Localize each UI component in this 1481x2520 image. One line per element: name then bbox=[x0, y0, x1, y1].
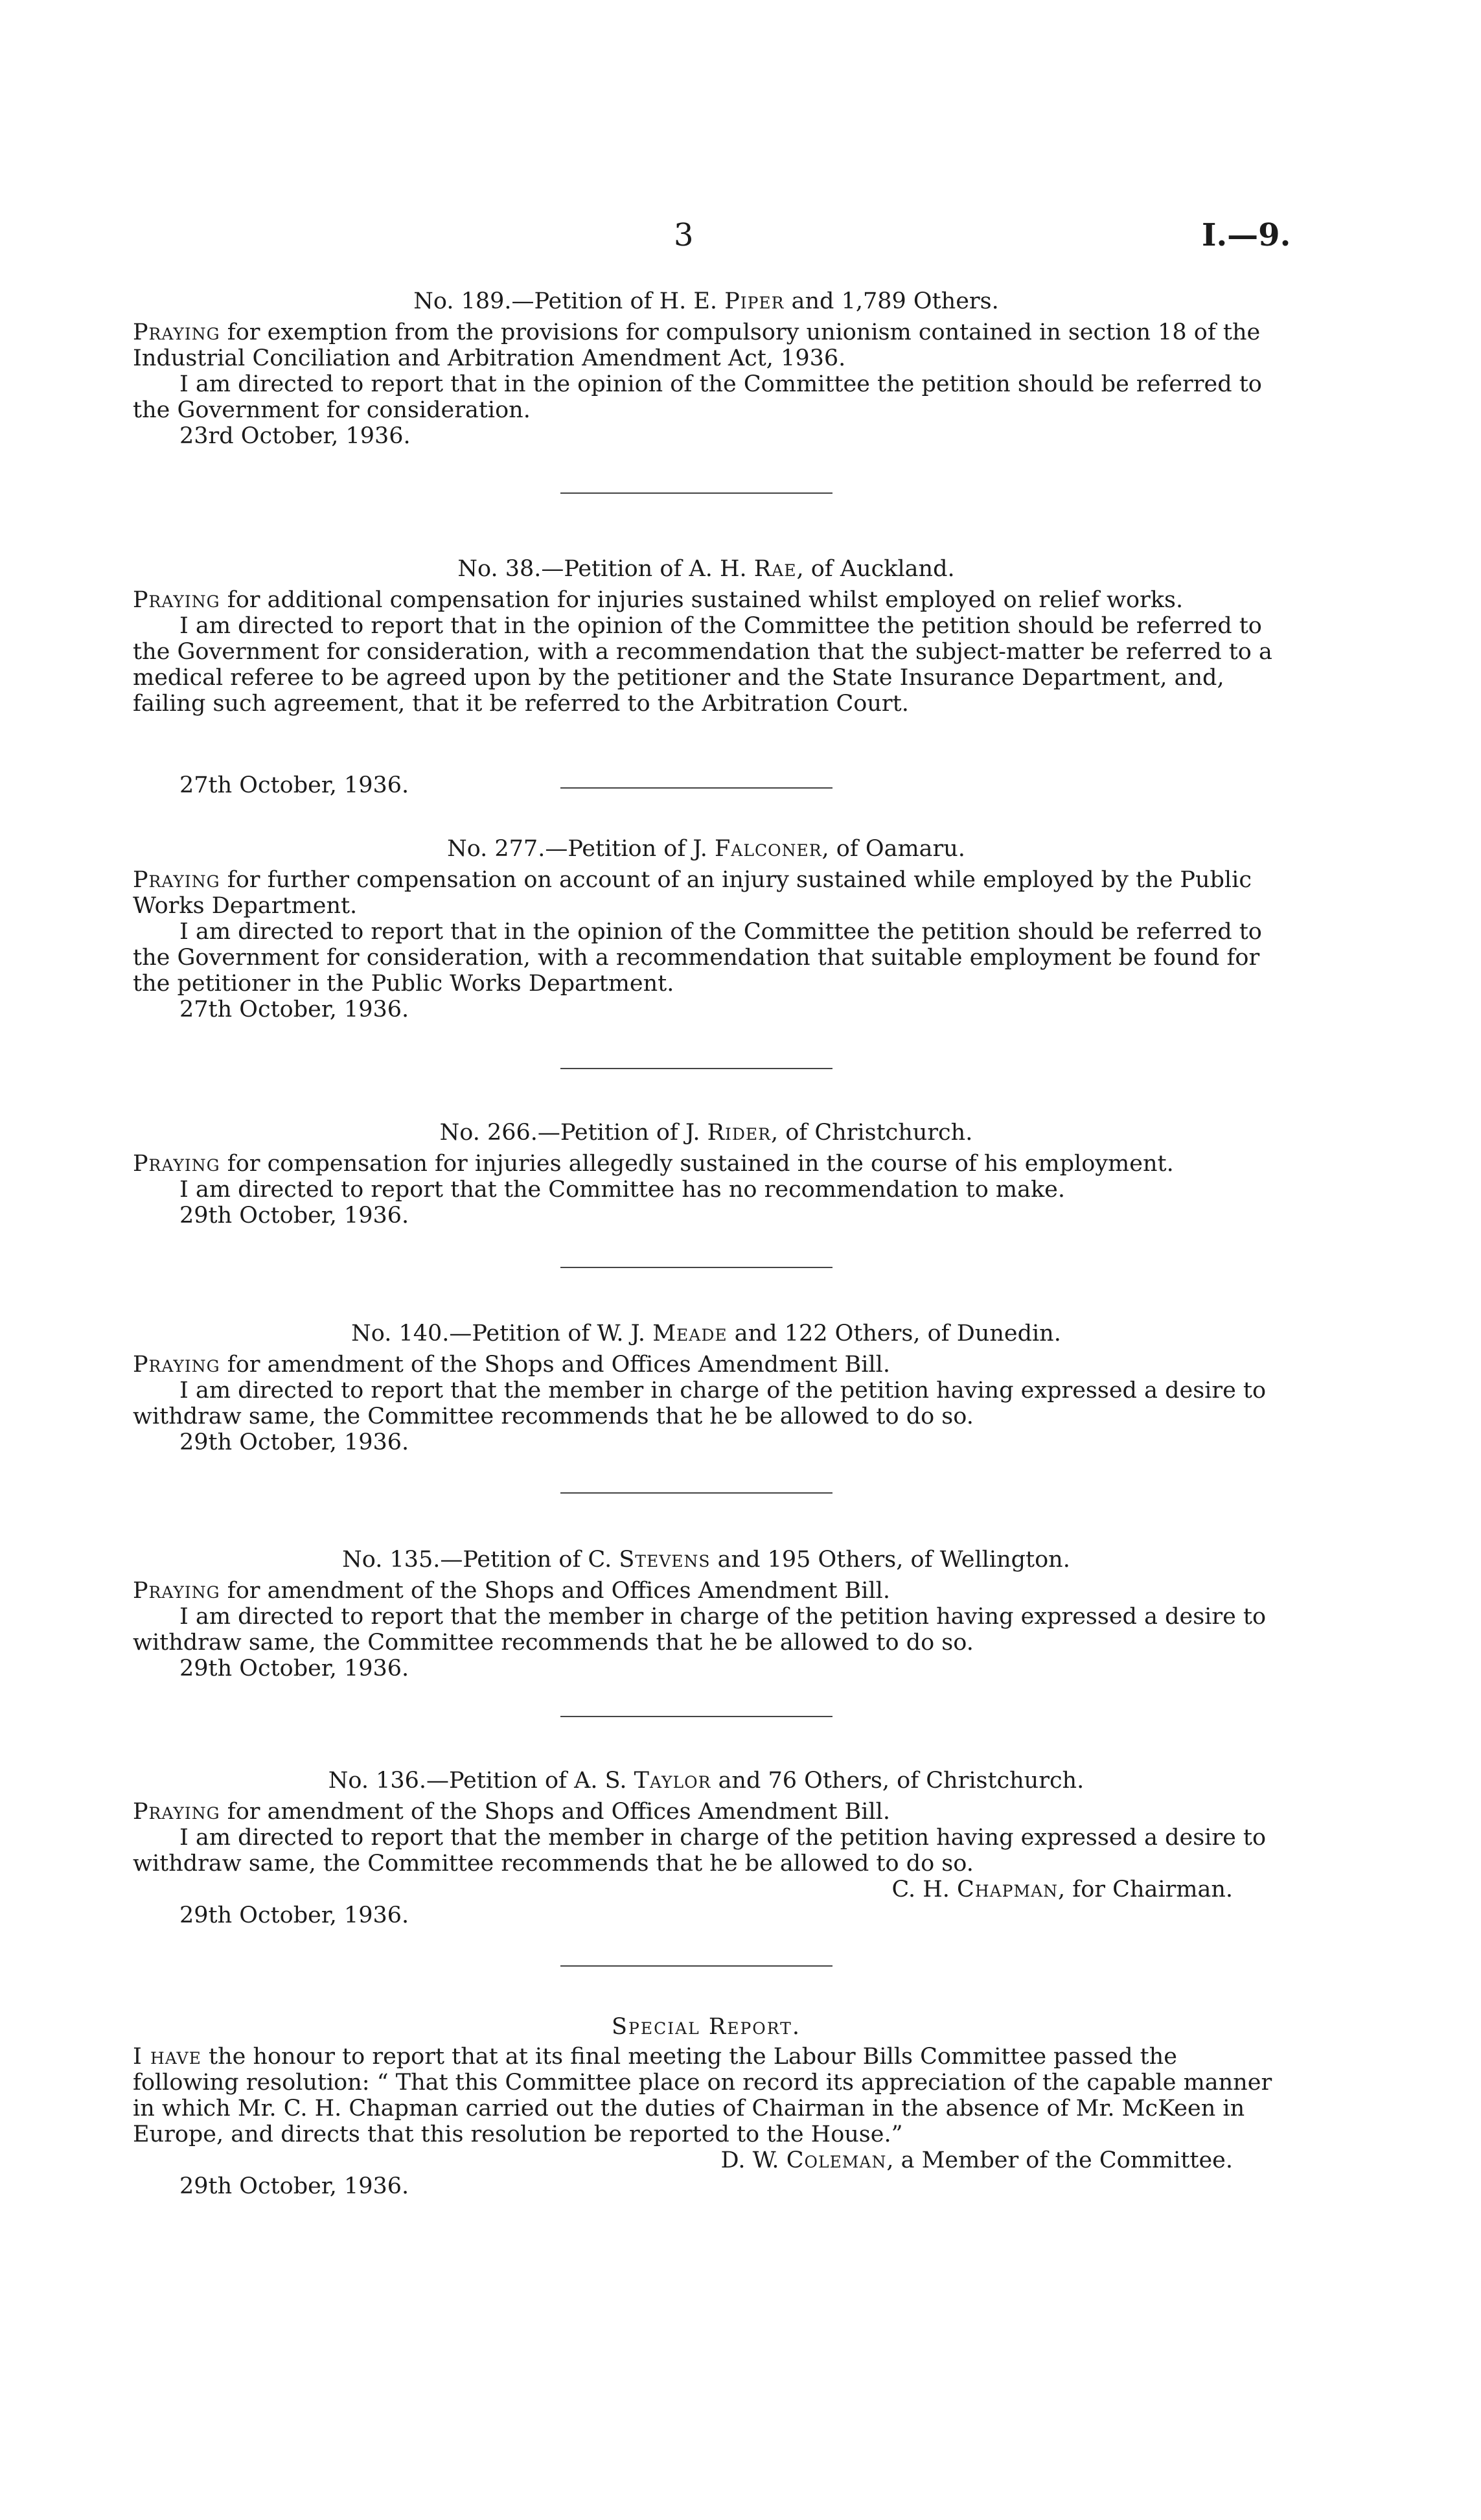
section-divider bbox=[560, 1716, 832, 1717]
petition-date: 27th October, 1936. bbox=[179, 772, 409, 798]
petition-title: No. 277.—Petition of J. Falconer, of Oamaru. bbox=[447, 836, 965, 862]
section-divider bbox=[560, 1068, 832, 1069]
petition-date: 29th October, 1936. bbox=[179, 1902, 409, 1928]
petition-prayer: Praying for amendment of the Shops and Offices Amendment Bill. bbox=[133, 1352, 890, 1378]
special-report-date: 29th October, 1936. bbox=[179, 2173, 409, 2199]
petition-prayer: Praying for amendment of the Shops and Offices Amendment Bill. bbox=[133, 1799, 890, 1825]
petition-title: No. 140.—Petition of W. J. Meade and 122 Others, of Dunedin. bbox=[351, 1321, 1061, 1347]
special-report-title: Special Report. bbox=[612, 2014, 801, 2040]
petition-title: No. 266.—Petition of J. Rider, of Christchurch. bbox=[439, 1120, 973, 1146]
petition-report: I am directed to report that in the opinion of the Committee the petition should be referred to the Government for consideration, with a recommendation that suitable employment be found for the petitioner in the Public Works Department. bbox=[133, 919, 1262, 997]
petition-date: 29th October, 1936. bbox=[179, 1203, 409, 1229]
petition-report: I am directed to report that the member in charge of the petition having expressed a desire to withdraw same, the Committee recommends that he be allowed to do so. bbox=[133, 1604, 1267, 1656]
section-divider bbox=[560, 787, 832, 789]
petition-report: I am directed to report that the Committee has no recommendation to make. bbox=[179, 1177, 1066, 1203]
petition-date: 29th October, 1936. bbox=[179, 1656, 409, 1682]
petition-189 bbox=[133, 288, 1280, 449]
petition-report: I am directed to report that the member in charge of the petition having expressed a desire to withdraw same, the Committee recommends that he be allowed to do so. bbox=[133, 1825, 1267, 1877]
petition-title: No. 136.—Petition of A. S. Taylor and 76 Others, of Christchurch. bbox=[328, 1768, 1085, 1794]
petition-266 bbox=[133, 1120, 1280, 1229]
petition-prayer: Praying for further compensation on account of an injury sustained while employed by the Public Works Department. bbox=[133, 867, 1252, 919]
document-reference: I.—9. bbox=[1202, 217, 1291, 253]
petition-date: 23rd October, 1936. bbox=[179, 423, 411, 449]
special-report-body: I have the honour to report that at its final meeting the Labour Bills Committee passed the following resolution: “ That this Committee place on record its appreciation of the capable manner in which Mr. C. H. Chapman carried out the duties of Chairman in the absence of Mr. McKeen in Europe, and directs that this resolution be reported to the House.” bbox=[133, 2044, 1272, 2147]
section-divider bbox=[560, 1965, 832, 1967]
petition-prayer: Praying for compensation for injuries allegedly sustained in the course of his employment. bbox=[133, 1151, 1174, 1177]
member-signature: D. W. Coleman, a Member of the Committee. bbox=[720, 2147, 1233, 2173]
petition-277 bbox=[133, 836, 1280, 1023]
special-report bbox=[133, 2014, 1280, 2199]
petition-prayer: Praying for additional compensation for injuries sustained whilst employed on relief works. bbox=[133, 587, 1184, 613]
petition-date: 29th October, 1936. bbox=[179, 1429, 409, 1455]
petition-date: 27th October, 1936. bbox=[179, 997, 409, 1023]
petition-135 bbox=[133, 1547, 1280, 1682]
petition-report: I am directed to report that in the opinion of the Committee the petition should be referred to the Government for consideration, with a recommendation that the subject-matter be referred to a medical referee to be agreed upon by the petitioner and the State Insurance Department, and, failing such agreement, that it be referred to the Arbitration Court. bbox=[133, 613, 1272, 717]
petition-title: No. 189.—Petition of H. E. Piper and 1,789 Others. bbox=[413, 288, 999, 314]
petition-prayer: Praying for exemption from the provisions for compulsory unionism contained in section 18 of the Industrial Conciliation and Arbitration Amendment Act, 1936. bbox=[133, 319, 1261, 371]
section-divider bbox=[560, 492, 832, 494]
petition-140 bbox=[133, 1321, 1280, 1455]
petition-title: No. 135.—Petition of C. Stevens and 195 Others, of Wellington. bbox=[342, 1547, 1070, 1573]
section-divider bbox=[560, 1267, 832, 1268]
petition-38 bbox=[133, 556, 1280, 717]
chairman-signature: C. H. Chapman, for Chairman. bbox=[891, 1877, 1233, 1902]
petition-prayer: Praying for amendment of the Shops and Offices Amendment Bill. bbox=[133, 1578, 890, 1604]
petition-title: No. 38.—Petition of A. H. Rae, of Auckland. bbox=[457, 556, 955, 582]
petition-38-date-row bbox=[133, 772, 1280, 798]
section-divider bbox=[560, 1492, 832, 1494]
page-number: 3 bbox=[674, 217, 694, 253]
petition-report: I am directed to report that the member in charge of the petition having expressed a desire to withdraw same, the Committee recommends that he be allowed to do so. bbox=[133, 1378, 1267, 1429]
petition-report: I am directed to report that in the opinion of the Committee the petition should be referred to the Government for consideration. bbox=[133, 371, 1262, 423]
petition-136 bbox=[133, 1768, 1280, 1928]
